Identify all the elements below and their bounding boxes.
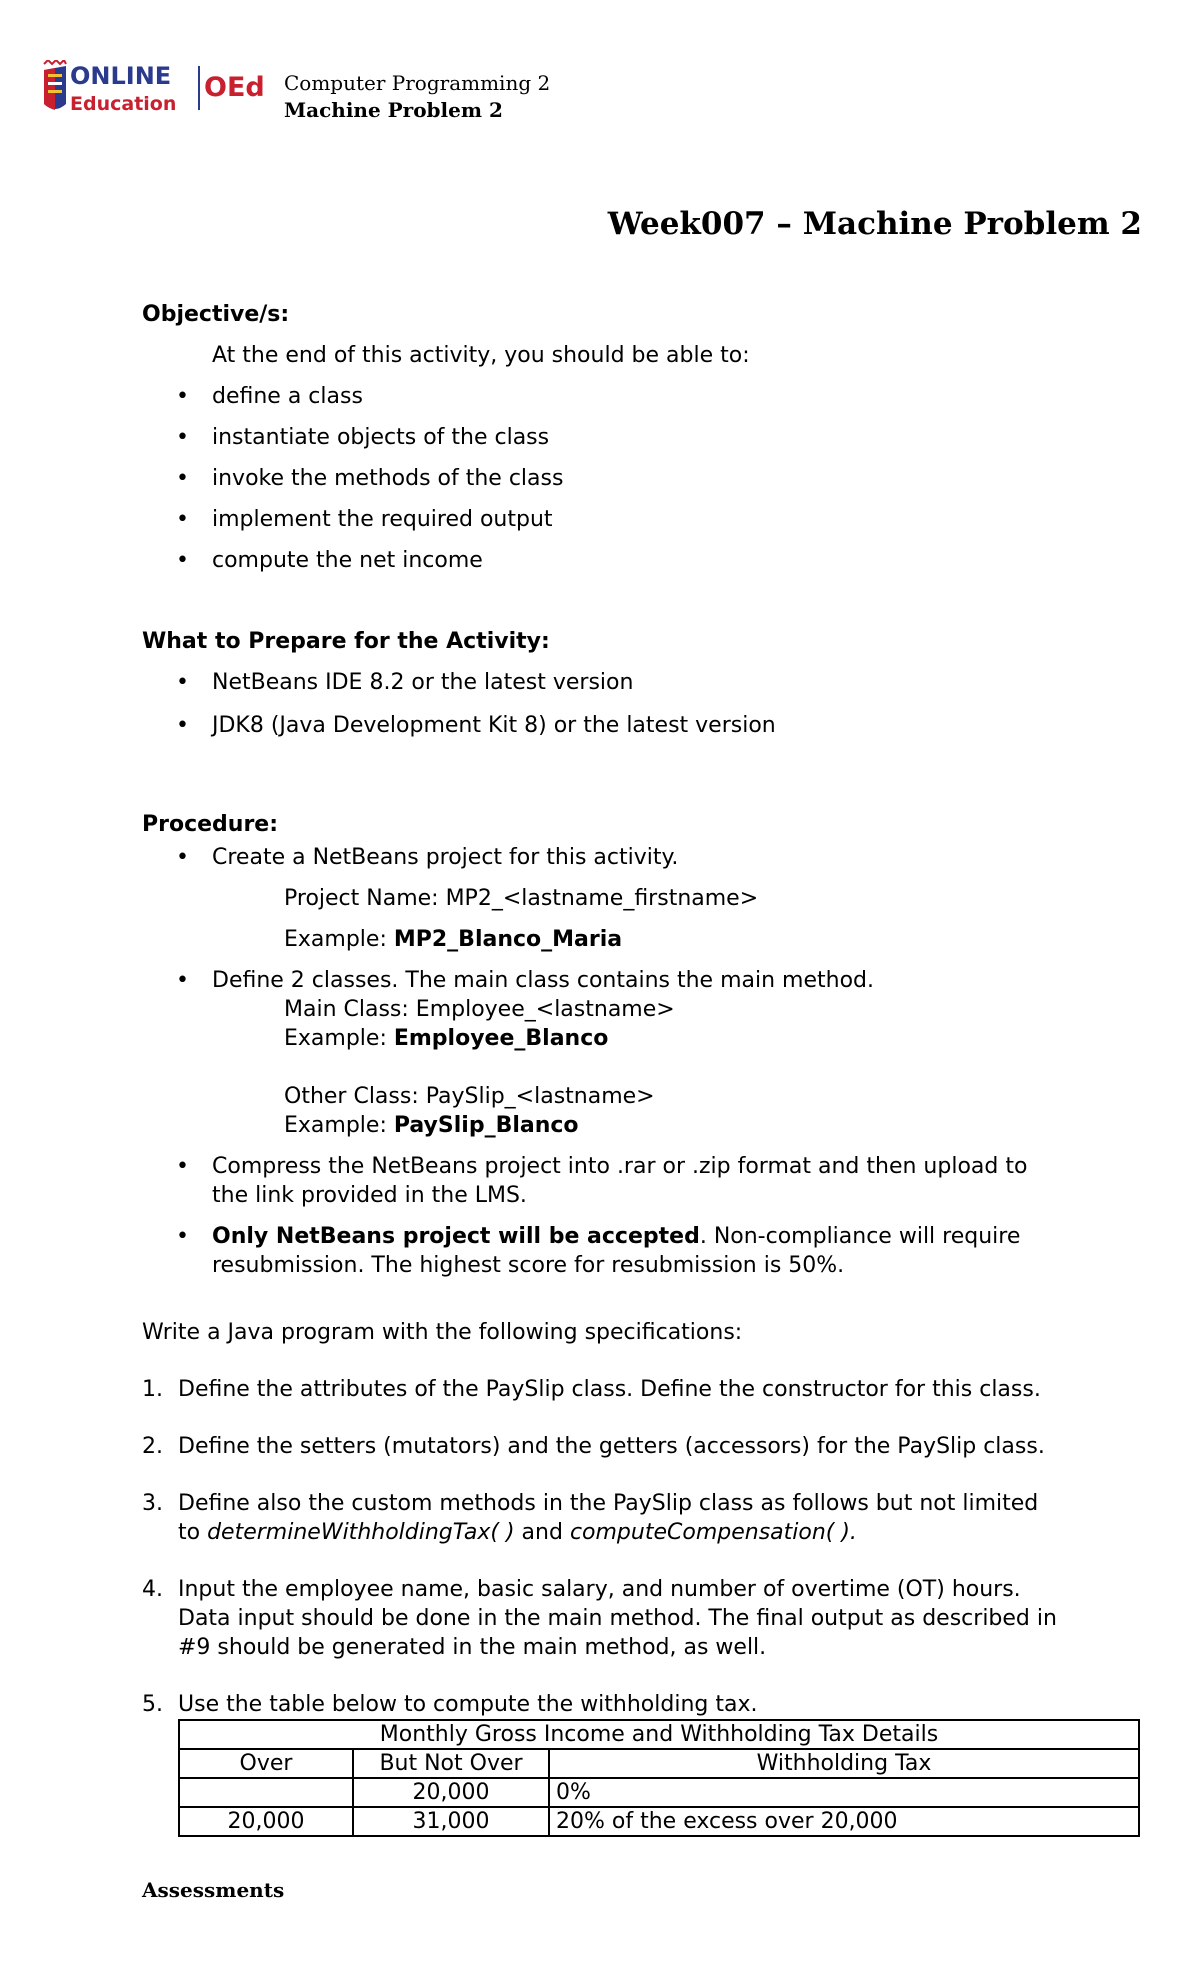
- other-class-example: [142, 1111, 1142, 1140]
- main-example-value: Employee_Blanco: [393, 1026, 609, 1051]
- spec-item-3: 3. Define also the custom methods in the PaySlip class as follows but not limited to determineWithholdingTax( ) and computeCompensation( ).: [142, 1489, 1142, 1547]
- spec-item-5: 5. Use the table below to compute the withholding tax.: [142, 1692, 758, 1717]
- spec-item-1: 1. Define the attributes of the PaySlip class. Define the constructor for this class.: [142, 1377, 1041, 1402]
- svg-text:OEd: OEd: [204, 72, 265, 103]
- procedure-step-4-line2: resubmission. The highest score for resubmission is 50%.: [212, 1253, 845, 1278]
- online-education-logo: [40, 60, 280, 116]
- procedure-step-1: Create a NetBeans project for this activity.: [212, 845, 679, 870]
- objectives-intro: At the end of this activity, you should be able to:: [212, 343, 750, 368]
- withholding-tax-table: [178, 1719, 1140, 1837]
- list-item: [142, 1222, 1142, 1280]
- example-label: Example:: [284, 927, 394, 952]
- assessments-label: Assessments: [142, 1878, 285, 1902]
- prepare-list: [142, 668, 1142, 740]
- main-class: Main Class: Employee_<lastname>: [284, 997, 675, 1022]
- procedure-step-3-line1: • Compress the NetBeans project into .rar or .zip format and then upload to: [212, 1154, 1028, 1179]
- spec-3-to: to: [178, 1520, 208, 1545]
- spec-3-line1: Define also the custom methods in the PaySlip class as follows but not limited: [178, 1491, 1039, 1516]
- procedure-heading: Procedure:: [142, 812, 279, 837]
- page-header: [40, 58, 640, 122]
- specs-intro: Write a Java program with the following specifications:: [142, 1320, 743, 1345]
- example-label: Example:: [284, 1026, 394, 1051]
- example-label: Example:: [284, 1113, 394, 1138]
- procedure-step-3-line2: the link provided in the LMS.: [212, 1183, 527, 1208]
- spec-3-line2: [178, 1518, 1142, 1547]
- table-row: [179, 1778, 1139, 1807]
- main-class-example: [142, 1024, 1142, 1053]
- other-example-value: PaySlip_Blanco: [393, 1113, 579, 1138]
- table-cell: 20,000: [179, 1807, 353, 1836]
- list-item: [142, 966, 1142, 995]
- document-body: [142, 300, 1142, 1837]
- spec-1-text: Define the attributes of the PaySlip class. Define the constructor for this class.: [178, 1377, 1041, 1402]
- project-example: [142, 925, 1142, 954]
- list-item: • NetBeans IDE 8.2 or the latest version: [142, 668, 1142, 697]
- procedure-step-4-line1: [212, 1222, 1142, 1251]
- list-item: • implement the required output: [142, 505, 1142, 534]
- list-item: • instantiate objects of the class: [142, 423, 1142, 452]
- step4-bold: Only NetBeans project will be accepted: [212, 1224, 700, 1249]
- spec-4-line1: Input the employee name, basic salary, and number of overtime (OT) hours.: [178, 1577, 1021, 1602]
- method-compute-compensation: computeCompensation( ).: [569, 1520, 857, 1545]
- procedure-list-3: [142, 1152, 1142, 1280]
- column-header: But Not Over: [353, 1749, 549, 1778]
- list-item: [142, 1152, 1142, 1210]
- page-title: Week007 – Machine Problem 2: [607, 206, 1142, 242]
- list-item: • define a class: [142, 382, 1142, 411]
- list-item: • compute the net income: [142, 546, 1142, 575]
- list-item: • invoke the methods of the class: [142, 464, 1142, 493]
- spec-4-line2: Data input should be done in the main method. The final output as described in: [178, 1606, 1057, 1631]
- spec-4-line3: #9 should be generated in the main method, as well.: [178, 1635, 767, 1660]
- svg-text:Education: Education: [70, 93, 177, 115]
- svg-text:ONLINE: ONLINE: [70, 62, 172, 90]
- table-caption: Monthly Gross Income and Withholding Tax Details: [179, 1720, 1139, 1749]
- list-item: [142, 843, 1142, 872]
- column-header: Over: [179, 1749, 353, 1778]
- spec-5-text: Use the table below to compute the withholding tax.: [178, 1692, 758, 1717]
- spec-3-and: and: [514, 1520, 570, 1545]
- table-header-row: [179, 1749, 1139, 1778]
- table-caption-row: [179, 1720, 1139, 1749]
- step4-rest: . Non-compliance will require: [699, 1224, 1021, 1249]
- project-example-value: MP2_Blanco_Maria: [393, 927, 623, 952]
- table-cell: 20,000: [353, 1778, 549, 1807]
- table-cell: [179, 1778, 353, 1807]
- other-class: Other Class: PaySlip_<lastname>: [284, 1084, 655, 1109]
- list-item: • JDK8 (Java Development Kit 8) or the latest version: [142, 711, 1142, 740]
- header-text: [284, 70, 550, 124]
- objectives-heading: Objective/s:: [142, 302, 290, 327]
- procedure-list-2: [142, 966, 1142, 995]
- spec-2-text: Define the setters (mutators) and the getters (accessors) for the PaySlip class.: [178, 1434, 1045, 1459]
- project-name: Project Name: MP2_<lastname_firstname>: [284, 886, 759, 911]
- spec-item-4: 4. Input the employee name, basic salary, and number of overtime (OT) hours. Data input should be done in the main method. The final output as described in #9 should be generated in the main method, as well.: [142, 1575, 1142, 1662]
- module-name: Machine Problem 2: [284, 98, 503, 122]
- table-cell: 20% of the excess over 20,000: [549, 1807, 1139, 1836]
- objectives-list: [142, 382, 1142, 575]
- method-withholding-tax: determineWithholdingTax( ): [207, 1520, 515, 1545]
- procedure-step-2: Define 2 classes. The main class contains the main method.: [212, 968, 874, 993]
- table-cell: 31,000: [353, 1807, 549, 1836]
- column-header: Withholding Tax: [549, 1749, 1139, 1778]
- spec-item-2: 2. Define the setters (mutators) and the getters (accessors) for the PaySlip class.: [142, 1434, 1045, 1459]
- table-row: [179, 1807, 1139, 1836]
- table-cell: 0%: [549, 1778, 1139, 1807]
- prepare-heading: What to Prepare for the Activity:: [142, 629, 550, 654]
- course-name: Computer Programming 2: [284, 71, 551, 95]
- procedure-list: [142, 843, 1142, 872]
